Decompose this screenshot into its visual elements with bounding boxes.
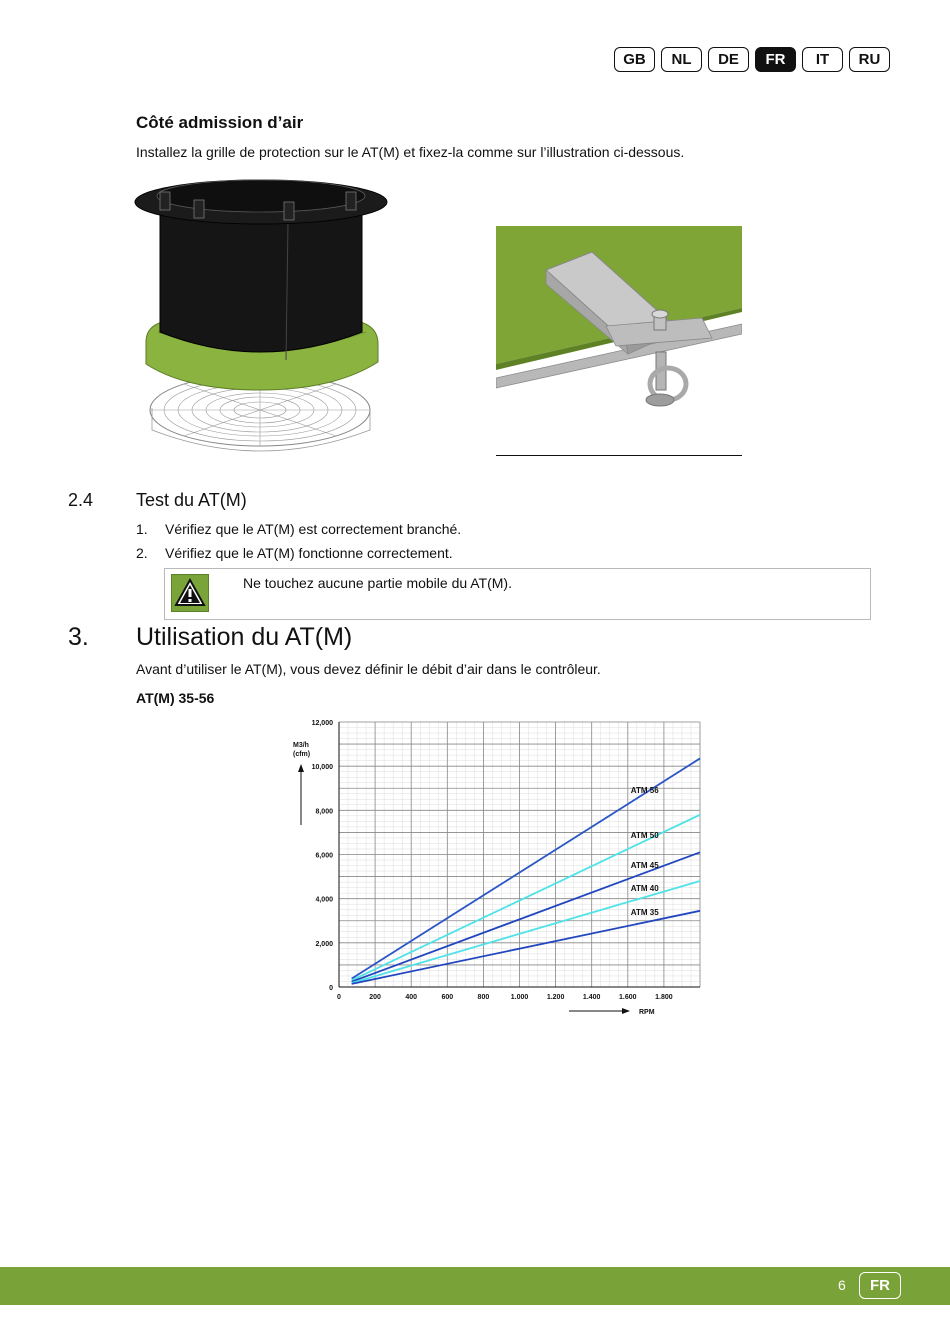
footer-bar	[0, 1267, 950, 1305]
intake-heading: Côté admission d’air	[136, 113, 304, 132]
y-axis-label: M3/h	[293, 742, 309, 749]
lang-fr[interactable]: FR	[755, 47, 796, 72]
section-number: 2.4	[68, 490, 94, 510]
x-tick-label: 800	[477, 994, 490, 1001]
y-axis-arrowhead	[298, 764, 304, 772]
clip-detail-illustration	[496, 226, 742, 408]
x-tick-label: 0	[337, 994, 341, 1001]
x-tick-label: 1.800	[655, 994, 673, 1001]
x-tick-label: 200	[369, 994, 381, 1001]
chapter-text: Avant d’utiliser le AT(M), vous devez définir le débit d’air dans le contrôleur.	[136, 661, 601, 677]
fan-illustration	[134, 172, 388, 454]
chapter-number: 3.	[68, 623, 89, 651]
x-axis-arrowhead	[622, 1008, 630, 1014]
x-axis-label: RPM	[639, 1009, 655, 1016]
y-axis-label: (cfm)	[293, 751, 311, 758]
lang-ru[interactable]: RU	[849, 47, 890, 72]
list-item-number: 2.	[136, 545, 148, 561]
y-tick-label: 12,000	[311, 720, 333, 727]
series-label: ATM 45	[630, 861, 659, 871]
list-item-number: 1.	[136, 521, 148, 537]
section-title: Test du AT(M)	[136, 490, 247, 510]
list-item: Vérifiez que le AT(M) est correctement branché.	[165, 521, 462, 537]
airflow-chart	[280, 712, 710, 1022]
warning-text: Ne touchez aucune partie mobile du AT(M).	[243, 575, 512, 591]
x-tick-label: 1.400	[582, 994, 601, 1001]
x-tick-label: 600	[441, 994, 454, 1001]
chart-heading: AT(M) 35-56	[136, 690, 215, 706]
language-selector	[614, 47, 890, 72]
series-line	[352, 852, 700, 981]
series-label: ATM 40	[630, 884, 659, 894]
lang-gb[interactable]: GB	[614, 47, 655, 72]
page-number: 6	[838, 1277, 846, 1293]
footer-language-badge: FR	[859, 1272, 901, 1299]
y-tick-label: 4,000	[315, 896, 333, 904]
series-line	[352, 911, 700, 984]
x-tick-label: 1.600	[619, 994, 637, 1001]
figure-rule	[496, 455, 742, 456]
warning-box	[164, 568, 871, 620]
lang-it[interactable]: IT	[802, 47, 843, 72]
series-label: ATM 35	[630, 907, 659, 917]
series-label: ATM 50	[630, 831, 659, 841]
lang-nl[interactable]: NL	[661, 47, 702, 72]
y-tick-label: 0	[329, 985, 333, 992]
y-tick-label: 10,000	[311, 764, 333, 772]
x-tick-label: 400	[405, 994, 418, 1001]
list-item: Vérifiez que le AT(M) fonctionne correctement.	[165, 545, 453, 561]
intake-text: Installez la grille de protection sur le AT(M) et fixez-la comme sur l’illustration ci-dessous.	[136, 144, 685, 160]
lang-de[interactable]: DE	[708, 47, 749, 72]
y-tick-label: 8,000	[315, 808, 333, 816]
chapter-title: Utilisation du AT(M)	[136, 623, 353, 651]
x-tick-label: 1.000	[510, 994, 529, 1001]
y-tick-label: 6,000	[315, 852, 333, 860]
series-label: ATM 56	[630, 786, 659, 796]
x-tick-label: 1.200	[546, 994, 565, 1001]
y-tick-label: 2,000	[315, 940, 333, 948]
warning-icon	[171, 574, 209, 612]
